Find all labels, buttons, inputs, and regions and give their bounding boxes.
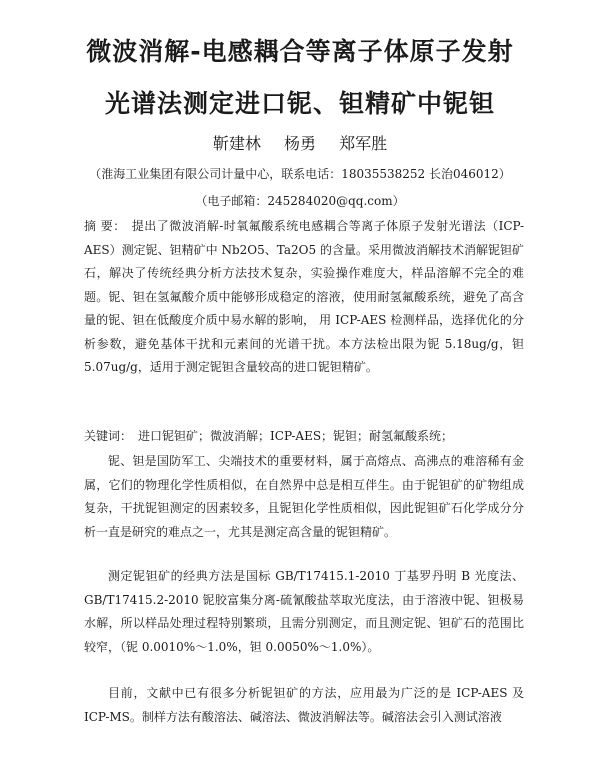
email-line: （电子邮箱：245284020@qq.com） (195, 194, 405, 208)
authors: 靳建林 杨勇 郑军胜 (212, 134, 388, 153)
abstract-text: 提出了微波消解-时氧氟酸系统电感耦合等离子体原子发射光谱法（ICP-AES）测定铌、钽精矿中 Nb2O5、Ta2O5 的含量。采用微波消解技术消解铌钽矿石，解决了传统经典分析方法技术复杂，实验操作难度大，样品溶解不完全的难题。铌、钽在氢氟酸介质中能够形成稳定的溶液，使用耐氢氟酸系统，避免了高含量的铌、钽在低酸度介质中易水解的影响， 用 ICP-AES 检测样品，选择优化的分析参数，避免基体干扰和元素间的光谱干扰。本方法检出限为铌 5.18ug/g，钽 5.07ug/g，适用于测定铌钽含量较高的进口铌钽精矿。 (84, 219, 525, 374)
keywords (84, 425, 524, 449)
affiliation: （淮海工业集团有限公司计量中心，联系电话：18035538252 长治046012） (89, 167, 511, 181)
body-paragraph-1: 铌、钽是国防军工、尖端技术的重要材料，属于高熔点、高沸点的难溶稀有金属，它们的物理化学性质相似，在自然界中总是相互伴生。由于铌钽矿的矿物组成复杂，干扰铌钽测定的因素较多，且铌钽化学性质相似，因此铌钽矿石化学成分分析一直是研究的难点之一，尤其是测定高含量的铌钽精矿。 (84, 454, 524, 539)
abstract-label: 摘 要： (84, 219, 126, 233)
title-line-2: 光谱法测定进口铌、钽精矿中铌钽 (104, 89, 495, 118)
title-line-1: 微波消解-电感耦合等离子体原子发射 (86, 37, 514, 66)
body-paragraph-2: 测定铌钽矿的经典方法是国标 GB/T17415.1-2010 丁基罗丹明 B 光度法、GB/T17415.2-2010 铌胶富集分离-硫氰酸盐萃取光度法，由于溶液中铌、钽极易水解，所以样品处理过程特别繁琐，且需分别测定，而且测定铌、钽矿石的范围比较窄，（铌 0.0010%～1.0%，钽 0.0050%～1.0%）。 (84, 569, 524, 654)
keywords-text: 进口铌钽矿；微波消解；ICP-AES；铌钽；耐氢氟酸系统； (138, 429, 454, 443)
body-paragraph-3: 目前，文献中已有很多分析铌钽矿的方法，应用最为广泛的是 ICP-AES 及 ICP-MS。制样方法有酸溶法、碱溶法、微波消解法等。碱溶法会引入测试溶液 (84, 686, 524, 724)
abstract (84, 215, 524, 380)
keywords-label: 关键词： (84, 429, 133, 443)
